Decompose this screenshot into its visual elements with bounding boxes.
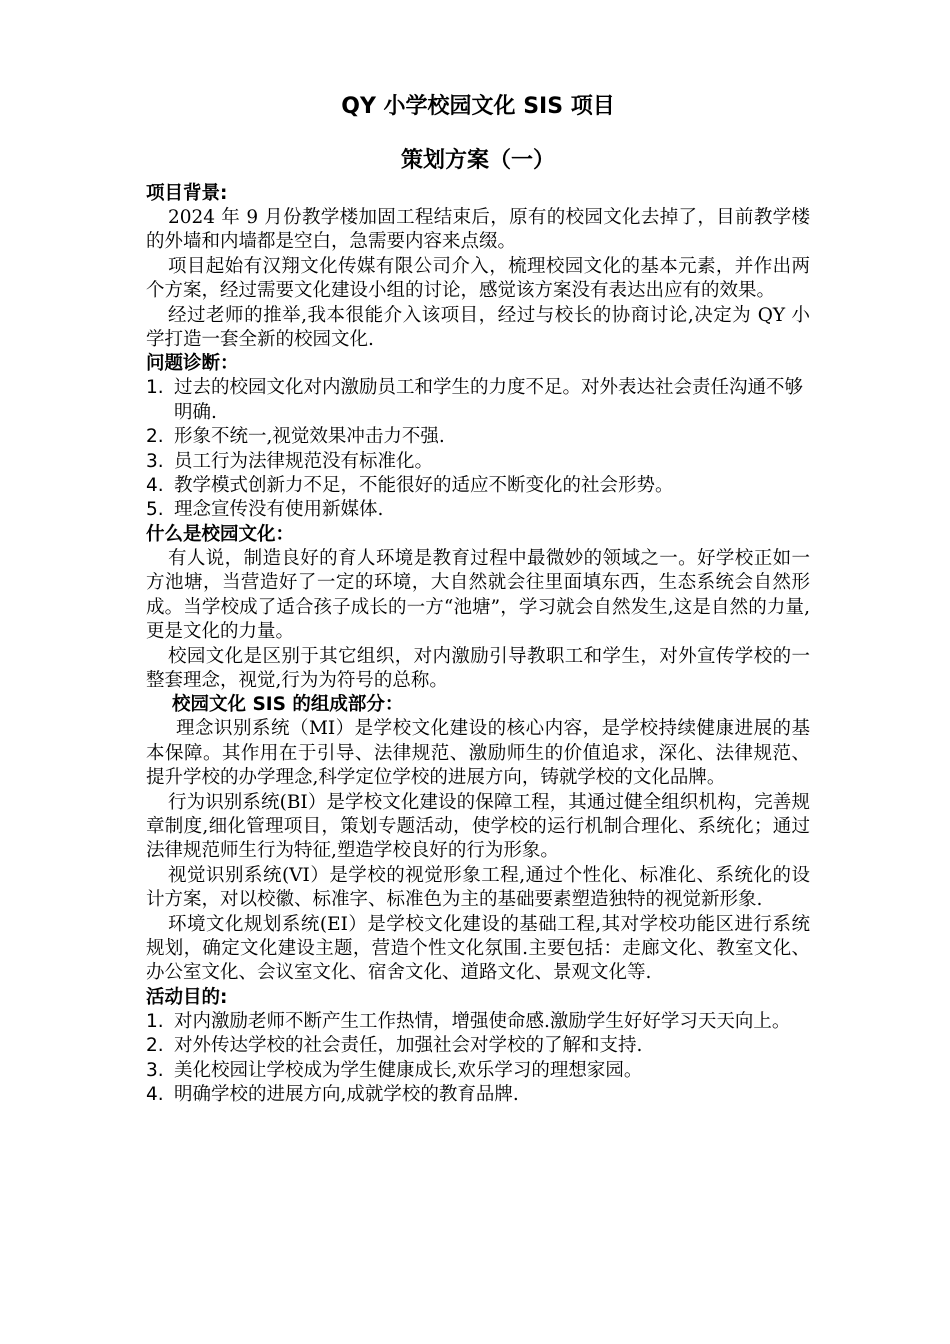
list-number: 4. (146, 475, 164, 497)
list-number: 5. (146, 499, 164, 521)
section-heading-diagnosis: 问题诊断： (146, 353, 239, 375)
section-heading-goals: 活动目的: (146, 986, 228, 1008)
document-title: QY 小学校园文化 SIS 项目 (341, 94, 615, 119)
list-text: 形象不统一,视觉效果冲击力不强. (174, 426, 445, 448)
list-item (146, 498, 810, 522)
list-item (146, 425, 810, 449)
section-heading-sis: 校园文化 SIS 的组成部分： (172, 694, 404, 716)
background-paragraph: 2024 年 9 月份教学楼加固工程结束后，原有的校园文化去掉了，目前教学楼的外墙和内墙都是空白，急需要内容来点缀。 (146, 207, 810, 253)
list-number: 1. (146, 1010, 164, 1032)
diagnosis-list (146, 376, 810, 522)
list-item (146, 1059, 810, 1083)
list-number: 4. (146, 1084, 164, 1105)
list-number: 3. (146, 1059, 164, 1081)
background-paragraph: 项目起始有汉翔文化传媒有限公司介入，梳理校园文化的基本元素，并作出两个方案，经过需要文化建设小组的讨论，感觉该方案没有表达出应有的效果。 (146, 255, 810, 302)
list-text: 过去的校园文化对内激励员工和学生的力度不足。对外表达社会责任沟通不够明确. (174, 377, 804, 423)
list-text: 明确学校的进展方向,成就学校的教育品牌. (174, 1084, 519, 1105)
list-text: 对外传达学校的社会责任，加强社会对学校的了解和支持. (174, 1035, 643, 1057)
background-paragraph: 经过老师的推举,我本很能介入该项目，经过与校长的协商讨论,决定为 QY 小学打造一套全新的校园文化. (146, 304, 810, 351)
document-content (146, 92, 810, 1107)
list-text: 理念宣传没有使用新媒体. (174, 499, 384, 521)
list-text: 员工行为法律规范没有标准化。 (174, 450, 434, 472)
sis-paragraph-ei: 环境文化规划系统(EI）是学校文化建设的基础工程,其对学校功能区进行系统规划，确定文化建设主题，营造个性文化氛围.主要包括：走廊文化、教室文化、办公室文化、会议室文化、宿舍文化、道路文化、景观文化等. (146, 913, 810, 984)
list-number: 2. (146, 426, 164, 448)
list-item (146, 1034, 810, 1058)
list-number: 2. (146, 1035, 164, 1057)
list-text: 教学模式创新力不足，不能很好的适应不断变化的社会形势。 (174, 475, 674, 497)
culture-paragraph: 校园文化是区别于其它组织，对内激励引导教职工和学生，对外宣传学校的一整套理念，视觉,行为为符号的总称。 (146, 645, 810, 691)
section-heading-background: 项目背景: (146, 183, 228, 204)
list-text: 对内激励老师不断产生工作热情，增强使命感.激励学生好好学习天天向上。 (174, 1010, 791, 1032)
list-item (146, 450, 810, 474)
sis-paragraph-bi: 行为识别系统(BI）是学校文化建设的保障工程，其通过健全组织机构，完善规章制度,细化管理项目，策划专题活动，使学校的运行机制合理化、系统化；通过法律规范师生行为特征,塑造学校良好的行为形象。 (146, 791, 810, 862)
document-subtitle: 策划方案（一） (400, 148, 555, 173)
list-text: 美化校园让学校成为学生健康成长,欢乐学习的理想家园。 (174, 1059, 643, 1081)
section-heading-culture: 什么是校园文化： (146, 523, 295, 545)
list-number: 1. (146, 377, 164, 399)
list-item (146, 376, 810, 425)
list-item (146, 474, 810, 498)
list-item (146, 1010, 810, 1034)
list-item (146, 1083, 810, 1107)
goals-list (146, 1010, 810, 1108)
list-number: 3. (146, 450, 164, 472)
sis-paragraph-mi: 理念识别系统（MI）是学校文化建设的核心内容，是学校持续健康进展的基本保障。其作用在于引导、法律规范、激励师生的价值追求，深化、法律规范、提升学校的办学理念,科学定位学校的进展方向，铸就学校的文化品牌。 (146, 718, 810, 789)
sis-paragraph-vi: 视觉识别系统(VI）是学校的视觉形象工程,通过个性化、标准化、系统化的设计方案，对以校徽、标准字、标准色为主的基础要素塑造独特的视觉新形象. (146, 864, 810, 911)
culture-paragraph: 有人说，制造良好的育人环境是教育过程中最微妙的领域之一。好学校正如一方池塘，当营造好了一定的环境，大自然就会往里面填东西，生态系统会自然形成。当学校成了适合孩子成长的一方“池塘”，学习就会自然发生,这是自然的力量,更是文化的力量。 (146, 547, 810, 643)
